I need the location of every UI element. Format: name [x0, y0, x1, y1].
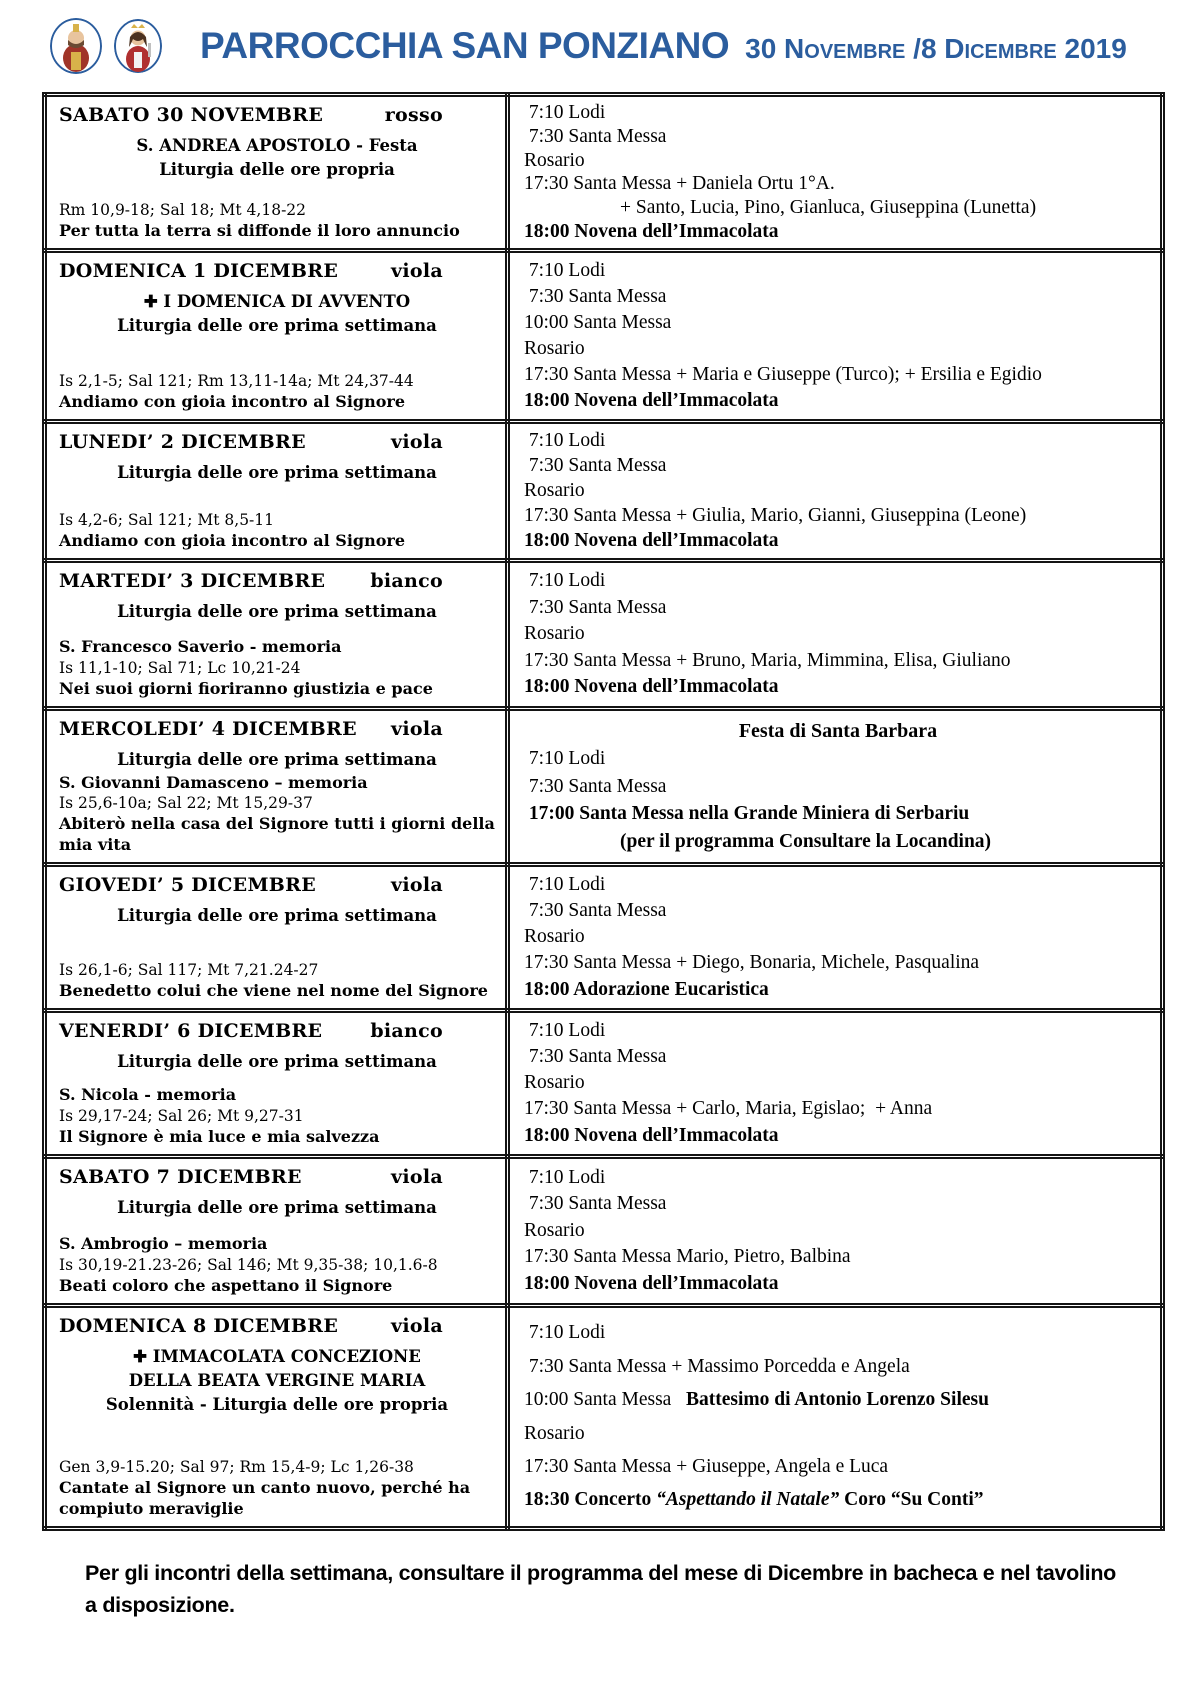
day-header	[59, 1166, 495, 1188]
response-line: Abiterò nella casa del Signore tutti i giorni della mia vita	[59, 814, 495, 854]
readings-line: Is 29,17-24; Sal 26; Mt 9,27-31	[59, 1107, 304, 1125]
schedule-cell	[508, 250, 1163, 421]
schedule-cell	[508, 708, 1163, 864]
schedule-line-segment: Battesimo di Antonio Lorenzo Silesu	[685, 1389, 989, 1411]
day-title-lines	[59, 600, 495, 624]
day-cell-inner	[47, 1159, 505, 1303]
day-title-lines	[59, 290, 495, 338]
day-cell-inner	[47, 424, 505, 558]
day-readings-block	[59, 510, 495, 552]
day-header	[59, 570, 495, 592]
schedule-line: 7:30 Santa Messa	[524, 1193, 667, 1215]
schedule-line: 7:10 Lodi	[524, 429, 606, 451]
day-name: DOMENICA 1 DICEMBRE	[59, 259, 339, 282]
liturgical-color: viola	[391, 1165, 443, 1188]
readings-line: Gen 3,9-15.20; Sal 97; Rm 15,4-9; Lc 1,26-38	[59, 1458, 414, 1477]
liturgical-color: viola	[391, 259, 443, 282]
schedule-cell-inner	[510, 867, 1160, 1008]
day-readings-block	[59, 1457, 495, 1520]
day-header	[59, 104, 495, 126]
schedule-line: 17:30 Santa Messa + Daniela Ortu 1°A.	[524, 173, 835, 195]
schedule-line: 17:30 Santa Messa + Bruno, Maria, Mimmina, Elisa, Giuliano	[524, 649, 1011, 671]
schedule-cell	[508, 1305, 1163, 1528]
day-cell	[45, 250, 508, 421]
day-title-line: Liturgia delle ore prima settimana	[117, 462, 437, 482]
schedule-line: 17:30 Santa Messa + Maria e Giuseppe (Turco); + Ersilia e Egidio	[524, 363, 1042, 385]
schedule-line: 7:10 Lodi	[524, 1322, 606, 1344]
response-line: Benedetto colui che viene nel nome del Signore	[59, 980, 488, 1000]
day-title-line: ✚ IMMACOLATA CONCEZIONE	[133, 1346, 421, 1366]
schedule-cell-inner	[510, 97, 1160, 248]
schedule-cell	[508, 864, 1163, 1010]
response-line: Nei suoi giorni fioriranno giustizia e pace	[59, 678, 433, 698]
schedule-line: Rosario	[524, 1219, 585, 1241]
day-cell	[45, 95, 508, 251]
day-cell	[45, 421, 508, 560]
readings-line: Is 26,1-6; Sal 117; Mt 7,21.24-27	[59, 961, 319, 979]
day-name: SABATO 30 NOVEMBRE	[59, 104, 324, 126]
schedule-line: 7:30 Santa Messa	[524, 596, 667, 618]
schedule-line: 7:30 Santa Messa	[524, 775, 667, 797]
page-title: PARROCCHIA SAN PONZIANO	[200, 25, 730, 66]
table-row	[45, 250, 1163, 421]
readings-line: Is 4,2-6; Sal 121; Mt 8,5-11	[59, 510, 275, 529]
schedule-line-segment: 18:30 Concerto	[524, 1489, 657, 1511]
santa-barbara-icon	[114, 19, 162, 73]
schedule-line: 18:00 Adorazione Eucaristica	[524, 978, 769, 1000]
day-readings-block	[59, 200, 495, 242]
day-name: SABATO 7 DICEMBRE	[59, 1165, 302, 1188]
day-readings-block	[59, 960, 495, 1002]
day-header	[59, 874, 495, 896]
table-row	[45, 421, 1163, 560]
date-range: 30 Novembre /8 Dicembre 2019	[745, 33, 1127, 64]
day-cell	[45, 560, 508, 708]
response-line: Andiamo con gioia incontro al Signore	[59, 530, 405, 550]
table-row	[45, 864, 1163, 1010]
schedule-cell	[508, 1010, 1163, 1156]
response-line: Cantate al Signore un canto nuovo, perché ha compiuto meraviglie	[59, 1478, 471, 1518]
schedule-line: 10:00 Santa Messa	[524, 311, 672, 333]
memoria-line: S. Nicola - memoria	[59, 1085, 237, 1105]
schedule-line: 7:10 Lodi	[524, 102, 606, 123]
day-title-line: DELLA BEATA VERGINE MARIA	[128, 1370, 426, 1390]
table-row	[45, 1156, 1163, 1305]
day-title-line: ✚ I DOMENICA DI AVVENTO	[143, 291, 411, 311]
bulletin-table	[42, 92, 1165, 1531]
response-line: Per tutta la terra si diffonde il loro annuncio	[59, 220, 460, 240]
day-title-lines	[59, 1050, 495, 1074]
liturgical-color: rosso	[384, 104, 443, 126]
readings-line: Is 11,1-10; Sal 71; Lc 10,21-24	[59, 658, 301, 677]
memoria-line: S. Ambrogio – memoria	[59, 1234, 268, 1254]
schedule-line: 17:30 Santa Messa + Giuseppe, Angela e Luca	[524, 1455, 889, 1477]
day-title-lines	[59, 1345, 495, 1417]
day-name: LUNEDI’ 2 DICEMBRE	[59, 430, 306, 453]
schedule-line: 7:30 Santa Messa	[524, 900, 667, 922]
schedule-line: 18:00 Novena dell’Immacolata	[524, 1273, 779, 1295]
liturgical-color: viola	[391, 873, 443, 896]
day-cell-inner	[47, 563, 505, 706]
day-title-lines	[59, 461, 495, 485]
schedule-line: 17:30 Santa Messa + Carlo, Maria, Egislao; + Anna	[524, 1098, 933, 1120]
schedule-cell-inner	[510, 1013, 1160, 1154]
schedule-line-segment: Coro “Su Conti”	[839, 1489, 984, 1511]
schedule-cell	[508, 421, 1163, 560]
day-readings-block	[59, 1233, 495, 1296]
schedule-cell	[508, 560, 1163, 708]
san-ponziano-icon	[50, 18, 102, 74]
readings-line: Is 25,6-10a; Sal 22; Mt 15,29-37	[59, 794, 313, 813]
table-row	[45, 1305, 1163, 1528]
schedule-line: 7:10 Lodi	[524, 874, 606, 896]
schedule-cell	[508, 95, 1163, 251]
schedule-cell-inner	[510, 424, 1160, 558]
schedule-cell	[508, 1156, 1163, 1305]
day-title-lines	[59, 134, 495, 182]
memoria-line: S. Giovanni Damasceno – memoria	[59, 772, 368, 792]
day-header	[59, 718, 495, 740]
schedule-line: Rosario	[524, 1072, 585, 1094]
schedule-line: 17:30 Santa Messa Mario, Pietro, Balbina	[524, 1246, 851, 1268]
footer-note: Per gli incontri della settimana, consultare il programma del mese di Dicembre in bacheca e nel tavolino a disposizione.	[85, 1560, 1116, 1617]
schedule-line: 18:00 Novena dell’Immacolata	[524, 1124, 779, 1146]
schedule-line: 7:30 Santa Messa	[524, 1046, 667, 1068]
day-name: VENERDI’ 6 DICEMBRE	[59, 1019, 323, 1042]
schedule-line: 7:10 Lodi	[524, 1020, 606, 1042]
schedule-line: 7:30 Santa Messa	[524, 454, 667, 476]
table-row	[45, 560, 1163, 708]
schedule-cell-inner	[510, 563, 1160, 706]
schedule-line	[524, 1488, 1152, 1512]
schedule-line: Rosario	[524, 337, 585, 359]
schedule-line: 17:30 Santa Messa + Giulia, Mario, Gianni, Giuseppina (Leone)	[524, 504, 1027, 526]
saint-icons	[50, 18, 162, 74]
readings-line: Is 30,19-21.23-26; Sal 146; Mt 9,35-38; 10,1.6-8	[59, 1256, 438, 1274]
schedule-line: (per il programma Consultare la Locandina)	[620, 830, 992, 852]
schedule-cell-inner	[510, 253, 1160, 419]
header-titles	[200, 25, 1127, 67]
table-row	[45, 95, 1163, 251]
day-name: GIOVEDI’ 5 DICEMBRE	[59, 873, 317, 896]
day-title-lines	[59, 1196, 495, 1220]
day-title-line: S. ANDREA APOSTOLO - Festa	[136, 136, 418, 155]
liturgical-color: viola	[391, 717, 443, 740]
schedule-cell-inner	[510, 1308, 1160, 1526]
liturgical-color: viola	[391, 1314, 443, 1337]
day-cell-inner	[47, 1308, 505, 1526]
schedule-cell-inner	[510, 1159, 1160, 1303]
liturgical-color: viola	[391, 430, 443, 453]
readings-line: Is 2,1-5; Sal 121; Rm 13,11-14a; Mt 24,37-44	[59, 371, 414, 390]
liturgical-color: bianco	[370, 1019, 443, 1042]
schedule-line: Rosario	[524, 479, 585, 501]
day-title-line: Liturgia delle ore propria	[159, 159, 395, 179]
schedule-line: Rosario	[524, 149, 585, 171]
page-header	[0, 0, 1191, 92]
day-title-line: Liturgia delle ore prima settimana	[117, 749, 437, 769]
day-cell-inner	[47, 253, 505, 419]
schedule-line: 18:00 Novena dell’Immacolata	[524, 676, 779, 698]
schedule-line: 7:10 Lodi	[524, 570, 606, 592]
schedule-line: + Santo, Lucia, Pino, Gianluca, Giuseppina (Lunetta)	[620, 197, 1037, 219]
day-title-line: Liturgia delle ore prima settimana	[117, 1197, 437, 1217]
day-header	[59, 431, 495, 453]
schedule-line: 18:00 Novena dell’Immacolata	[524, 220, 779, 242]
day-title-line: Solennità - Liturgia delle ore propria	[105, 1394, 449, 1414]
schedule-line: 17:30 Santa Messa + Diego, Bonaria, Michele, Pasqualina	[524, 952, 980, 974]
schedule-cell-inner	[510, 711, 1160, 862]
schedule-line: 7:10 Lodi	[524, 1166, 606, 1188]
schedule-line: 7:10 Lodi	[524, 259, 606, 281]
day-title-lines	[59, 748, 495, 772]
day-title-line: Liturgia delle ore prima settimana	[117, 1051, 437, 1071]
schedule-line: Rosario	[524, 623, 585, 645]
day-cell	[45, 1305, 508, 1528]
memoria-line: S. Francesco Saverio - memoria	[59, 637, 342, 657]
day-title-line: Liturgia delle ore prima settimana	[117, 905, 437, 925]
response-line: Andiamo con gioia incontro al Signore	[59, 391, 405, 411]
day-cell	[45, 1010, 508, 1156]
day-name: MERCOLEDI’ 4 DICEMBRE	[59, 717, 357, 740]
day-readings-block	[59, 1084, 495, 1147]
day-title-lines	[59, 904, 495, 928]
response-line: Beati coloro che aspettano il Signore	[59, 1275, 393, 1295]
schedule-line: 7:30 Santa Messa	[524, 125, 667, 147]
day-cell-inner	[47, 97, 505, 248]
day-header	[59, 1020, 495, 1042]
day-cell-inner	[47, 1013, 505, 1154]
day-cell	[45, 1156, 508, 1305]
day-cell-inner	[47, 711, 505, 862]
day-header	[59, 260, 495, 282]
schedule-line: Rosario	[524, 926, 585, 948]
liturgical-color: bianco	[370, 569, 443, 592]
schedule-line: 18:00 Novena dell’Immacolata	[524, 529, 779, 551]
schedule-line	[524, 1388, 1152, 1412]
table-row	[45, 708, 1163, 864]
day-cell	[45, 864, 508, 1010]
schedule-line: 18:00 Novena dell’Immacolata	[524, 389, 779, 411]
response-line: Il Signore è mia luce e mia salvezza	[59, 1126, 380, 1146]
readings-line: Rm 10,9-18; Sal 18; Mt 4,18-22	[59, 200, 307, 219]
schedule-line: 7:10 Lodi	[524, 747, 606, 769]
day-cell	[45, 708, 508, 864]
schedule-line-segment: “Aspettando il Natale”	[656, 1489, 840, 1511]
day-name: MARTEDI’ 3 DICEMBRE	[59, 569, 326, 592]
schedule-line: 7:30 Santa Messa	[524, 285, 667, 307]
schedule-line-segment: 10:00 Santa Messa	[524, 1389, 686, 1411]
day-readings-block	[59, 636, 495, 699]
schedule-line: Rosario	[524, 1422, 585, 1444]
schedule-line: Festa di Santa Barbara	[738, 719, 938, 742]
day-readings-block	[59, 772, 495, 856]
day-cell-inner	[47, 867, 505, 1008]
schedule-line: 7:30 Santa Messa + Massimo Porcedda e Angela	[524, 1355, 910, 1377]
day-name: DOMENICA 8 DICEMBRE	[59, 1314, 339, 1337]
day-title-line: Liturgia delle ore prima settimana	[117, 601, 437, 621]
day-readings-block	[59, 371, 495, 413]
schedule-line: 17:00 Santa Messa nella Grande Miniera di Serbariu	[524, 803, 970, 825]
day-header	[59, 1315, 495, 1337]
table-row	[45, 1010, 1163, 1156]
day-title-line: Liturgia delle ore prima settimana	[117, 315, 437, 335]
